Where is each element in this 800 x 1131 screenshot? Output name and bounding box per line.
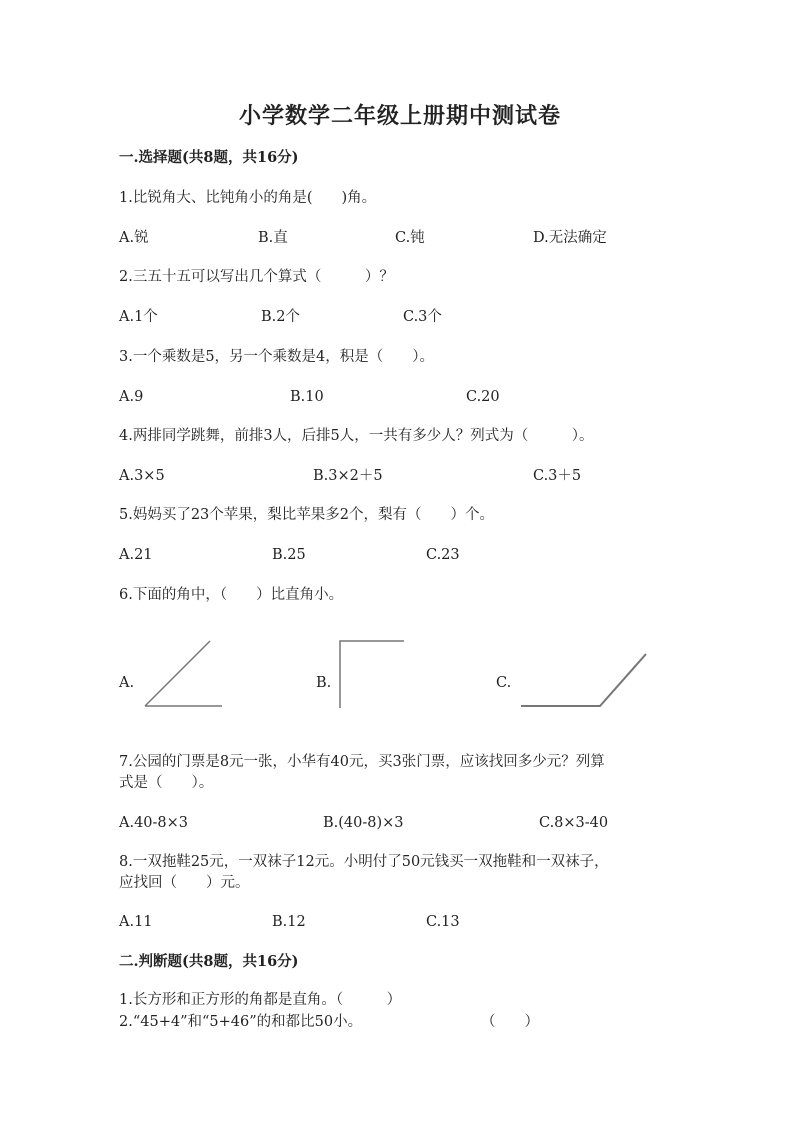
q6-option-a[interactable]: A. [119,675,135,691]
question-7-line-2: 式是（ ）。 [119,775,214,791]
q8-option-b[interactable]: B.12 [272,914,306,930]
q6-option-c[interactable]: C. [496,675,512,691]
question-8-line-2: 应找回（ ）元。 [119,875,250,891]
page-title: 小学数学二年级上册期中测试卷 [238,103,561,129]
judge-question-2-blank[interactable]: （ ） [481,1014,539,1030]
question-7-line-1: 7.公园的门票是8元一张，小华有40元，买3张门票，应该找回多少元？列算 [119,754,605,770]
q2-option-c[interactable]: C.3个 [403,309,442,325]
right-angle-figure [334,636,410,712]
section1-heading: 一.选择题(共8题，共16分) [119,149,299,166]
acute-angle-figure [140,636,230,712]
q5-option-b[interactable]: B.25 [272,547,306,563]
q4-option-c[interactable]: C.3＋5 [533,468,582,484]
q2-option-a[interactable]: A.1个 [119,309,158,325]
q7-option-a[interactable]: A.40-8×3 [119,815,189,831]
question-5: 5.妈妈买了23个苹果，梨比苹果多2个，梨有（ ）个。 [119,507,495,523]
question-6: 6.下面的角中，（ ）比直角小。 [119,587,344,603]
q3-option-b[interactable]: B.10 [290,389,324,405]
question-2: 2.三五十五可以写出几个算式（ ）？ [119,269,394,285]
q2-option-b[interactable]: B.2个 [261,309,300,325]
q3-option-c[interactable]: C.20 [466,389,500,405]
obtuse-angle-figure [516,648,652,714]
judge-question-1: 1.长方形和正方形的角都是直角。（ ） [119,992,402,1008]
q1-option-b[interactable]: B.直 [258,230,288,246]
q4-option-b[interactable]: B.3×2＋5 [313,468,383,484]
section2-heading: 二.判断题(共8题，共16分) [119,953,299,970]
q1-option-c[interactable]: C.钝 [395,230,425,246]
q8-option-c[interactable]: C.13 [426,914,460,930]
question-8-line-1: 8.一双拖鞋25元，一双袜子12元。小明付了50元钱买一双拖鞋和一双袜子， [119,854,609,870]
q1-option-d[interactable]: D.无法确定 [533,230,607,246]
question-1: 1.比锐角大、比钝角小的角是( )角。 [119,190,377,206]
question-3: 3.一个乘数是5，另一个乘数是4，积是（ ）。 [119,349,435,365]
q4-option-a[interactable]: A.3×5 [119,468,165,484]
q8-option-a[interactable]: A.11 [119,914,153,930]
q6-option-b[interactable]: B. [316,675,332,691]
q3-option-a[interactable]: A.9 [119,389,144,405]
q1-option-a[interactable]: A.锐 [119,230,149,246]
q5-option-c[interactable]: C.23 [426,547,460,563]
question-4: 4.两排同学跳舞，前排3人，后排5人，一共有多少人？列式为（ ）。 [119,428,594,444]
q5-option-a[interactable]: A.21 [119,547,153,563]
q7-option-c[interactable]: C.8×3-40 [539,815,609,831]
q7-option-b[interactable]: B.(40-8)×3 [323,815,404,831]
judge-question-2: 2.“45+4”和“5+46”的和都比50小。 [119,1014,363,1030]
